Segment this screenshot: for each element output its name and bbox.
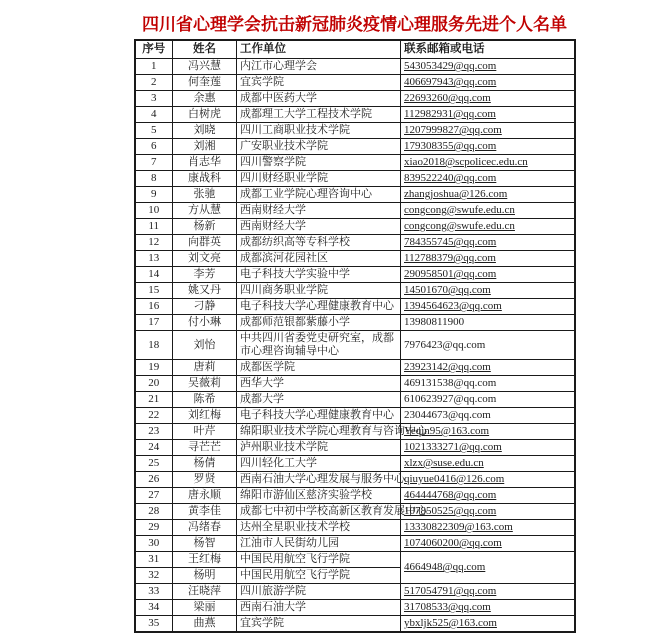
roster-table xyxy=(134,39,576,633)
name-cell: 刘文亮 xyxy=(173,251,237,267)
name-cell: 康战科 xyxy=(173,171,237,187)
contact-cell: 7976423@qq.com xyxy=(401,331,575,360)
row-number-cell: 10 xyxy=(135,203,173,219)
contact-link-cell[interactable]: 1207999827@qq.com xyxy=(401,123,575,139)
row-number-cell: 20 xyxy=(135,376,173,392)
table-row xyxy=(135,376,575,392)
unit-cell: 成都七中初中学校高新区教育发展中心 xyxy=(237,504,401,520)
contact-link-cell[interactable]: 517054791@qq.com xyxy=(401,584,575,600)
unit-cell: 电子科技大学心理健康教育中心 xyxy=(237,299,401,315)
table-row xyxy=(135,235,575,251)
name-cell: 白树虎 xyxy=(173,107,237,123)
name-cell: 付小琳 xyxy=(173,315,237,331)
name-cell: 冯绪春 xyxy=(173,520,237,536)
unit-cell: 江油市人民街幼儿园 xyxy=(237,536,401,552)
row-number-cell: 1 xyxy=(135,59,173,75)
row-number-cell: 9 xyxy=(135,187,173,203)
row-number-cell: 7 xyxy=(135,155,173,171)
row-number-cell: 32 xyxy=(135,568,173,584)
name-cell: 曲燕 xyxy=(173,616,237,633)
row-number-cell: 19 xyxy=(135,360,173,376)
contact-link-cell[interactable]: 4664948@qq.com xyxy=(401,552,575,584)
name-cell: 向群英 xyxy=(173,235,237,251)
document-page xyxy=(133,13,576,633)
contact-link-cell[interactable]: 839522240@qq.com xyxy=(401,171,575,187)
name-cell: 杨明 xyxy=(173,568,237,584)
header-contact: 联系邮箱或电话 xyxy=(401,40,575,59)
unit-cell: 绵阳职业技术学院心理教育与咨询中心 xyxy=(237,424,401,440)
contact-link-cell[interactable]: 179308355@qq.com xyxy=(401,139,575,155)
table-row xyxy=(135,331,575,360)
unit-cell: 电子科技大学心理健康教育中心 xyxy=(237,408,401,424)
contact-link-cell[interactable]: 14501670@qq.com xyxy=(401,283,575,299)
row-number-cell: 4 xyxy=(135,107,173,123)
unit-cell: 西南财经大学 xyxy=(237,219,401,235)
header-name: 姓名 xyxy=(173,40,237,59)
page-title: 四川省心理学会抗击新冠肺炎疫情心理服务先进个人名单 xyxy=(142,15,567,34)
table-row xyxy=(135,75,575,91)
contact-link-cell[interactable]: xlzx@suse.edu.cn xyxy=(401,456,575,472)
contact-cell: 469131538@qq.com xyxy=(401,376,575,392)
unit-cell: 四川旅游学院 xyxy=(237,584,401,600)
name-cell: 李芳 xyxy=(173,267,237,283)
contact-cell: 610623927@qq.com xyxy=(401,392,575,408)
unit-cell: 西华大学 xyxy=(237,376,401,392)
table-header xyxy=(135,40,575,59)
contact-link-cell[interactable]: 1394564623@qq.com xyxy=(401,299,575,315)
unit-cell: 成都工业学院心理咨询中心 xyxy=(237,187,401,203)
contact-link-cell[interactable]: 406697943@qq.com xyxy=(401,75,575,91)
row-number-cell: 34 xyxy=(135,600,173,616)
unit-cell: 四川工商职业技术学院 xyxy=(237,123,401,139)
name-cell: 陈希 xyxy=(173,392,237,408)
contact-link-cell[interactable]: zhangjoshua@126.com xyxy=(401,187,575,203)
contact-link-cell[interactable]: Yeqin95@163.com xyxy=(401,424,575,440)
name-cell: 刘湘 xyxy=(173,139,237,155)
row-number-cell: 14 xyxy=(135,267,173,283)
contact-link-cell[interactable]: qiuyue0416@126.com xyxy=(401,472,575,488)
contact-link-cell[interactable]: 112788379@qq.com xyxy=(401,251,575,267)
name-cell: 汪晓萍 xyxy=(173,584,237,600)
row-number-cell: 30 xyxy=(135,536,173,552)
unit-cell: 成都理工大学工程技术学院 xyxy=(237,107,401,123)
name-cell: 刘晓 xyxy=(173,123,237,139)
table-row xyxy=(135,91,575,107)
name-cell: 刘怡 xyxy=(173,331,237,360)
row-number-cell: 8 xyxy=(135,171,173,187)
contact-link-cell[interactable]: 22693260@qq.com xyxy=(401,91,575,107)
unit-cell: 西南石油大学心理发展与服务中心 xyxy=(237,472,401,488)
unit-cell: 绵阳市游仙区慈济实验学校 xyxy=(237,488,401,504)
unit-cell: 中国民用航空飞行学院 xyxy=(237,552,401,568)
name-cell: 余惠 xyxy=(173,91,237,107)
contact-link-cell[interactable]: 543053429@qq.com xyxy=(401,59,575,75)
table-row xyxy=(135,155,575,171)
header-row xyxy=(135,40,575,59)
unit-cell: 电子科技大学实验中学 xyxy=(237,267,401,283)
table-row xyxy=(135,59,575,75)
table-row xyxy=(135,139,575,155)
row-number-cell: 26 xyxy=(135,472,173,488)
name-cell: 肖志华 xyxy=(173,155,237,171)
unit-cell: 成都纺织高等专科学校 xyxy=(237,235,401,251)
unit-cell: 成都滨河花园社区 xyxy=(237,251,401,267)
unit-cell: 成都医学院 xyxy=(237,360,401,376)
row-number-cell: 31 xyxy=(135,552,173,568)
name-cell: 罗贤 xyxy=(173,472,237,488)
table-row xyxy=(135,424,575,440)
row-number-cell: 25 xyxy=(135,456,173,472)
row-number-cell: 2 xyxy=(135,75,173,91)
row-number-cell: 22 xyxy=(135,408,173,424)
row-number-cell: 15 xyxy=(135,283,173,299)
name-cell: 杨智 xyxy=(173,536,237,552)
contact-link-cell[interactable]: 107850525@qq.com xyxy=(401,504,575,520)
name-cell: 刘红梅 xyxy=(173,408,237,424)
name-cell: 杨倩 xyxy=(173,456,237,472)
unit-cell: 泸州职业技术学院 xyxy=(237,440,401,456)
row-number-cell: 6 xyxy=(135,139,173,155)
contact-cell: 23044673@qq.com xyxy=(401,408,575,424)
unit-cell: 成都师范银都紫藤小学 xyxy=(237,315,401,331)
table-row xyxy=(135,187,575,203)
name-cell: 梁丽 xyxy=(173,600,237,616)
row-number-cell: 17 xyxy=(135,315,173,331)
table-row xyxy=(135,488,575,504)
unit-cell: 西南石油大学 xyxy=(237,600,401,616)
header-no: 序号 xyxy=(135,40,173,59)
unit-cell: 宜宾学院 xyxy=(237,616,401,633)
contact-link-cell[interactable]: 31708533@qq.com xyxy=(401,600,575,616)
table-row xyxy=(135,267,575,283)
table-row xyxy=(135,552,575,568)
row-number-cell: 11 xyxy=(135,219,173,235)
name-cell: 吴薇莉 xyxy=(173,376,237,392)
contact-link-cell[interactable]: ybxljk525@163.com xyxy=(401,616,575,633)
name-cell: 叶芹 xyxy=(173,424,237,440)
unit-cell: 中共四川省委党史研究室，成都市心理咨询辅导中心 xyxy=(237,331,401,360)
table-row xyxy=(135,107,575,123)
contact-link-cell[interactable]: congcong@swufe.edu.cn xyxy=(401,203,575,219)
unit-cell: 广安职业技术学院 xyxy=(237,139,401,155)
row-number-cell: 35 xyxy=(135,616,173,633)
table-body xyxy=(135,59,575,633)
unit-cell: 宜宾学院 xyxy=(237,75,401,91)
table-row xyxy=(135,616,575,633)
table-row xyxy=(135,203,575,219)
unit-cell: 中国民用航空飞行学院 xyxy=(237,568,401,584)
unit-cell: 成都大学 xyxy=(237,392,401,408)
row-number-cell: 5 xyxy=(135,123,173,139)
table-row xyxy=(135,408,575,424)
row-number-cell: 29 xyxy=(135,520,173,536)
table-row xyxy=(135,600,575,616)
table-row xyxy=(135,536,575,552)
contact-link-cell[interactable]: xiao2018@scpolicec.edu.cn xyxy=(401,155,575,171)
table-row xyxy=(135,456,575,472)
row-number-cell: 33 xyxy=(135,584,173,600)
contact-link-cell[interactable]: 1074060200@qq.com xyxy=(401,536,575,552)
table-row xyxy=(135,315,575,331)
name-cell: 寻芒芒 xyxy=(173,440,237,456)
row-number-cell: 23 xyxy=(135,424,173,440)
table-row xyxy=(135,584,575,600)
contact-link-cell[interactable]: 112982931@qq.com xyxy=(401,107,575,123)
contact-cell: 13980811900 xyxy=(401,315,575,331)
unit-cell: 西南财经大学 xyxy=(237,203,401,219)
contact-link-cell[interactable]: 464444768@qq.com xyxy=(401,488,575,504)
unit-cell: 四川财经职业学院 xyxy=(237,171,401,187)
unit-cell: 四川警察学院 xyxy=(237,155,401,171)
name-cell: 张驰 xyxy=(173,187,237,203)
table-row xyxy=(135,504,575,520)
contact-link-cell[interactable]: 784355745@qq.com xyxy=(401,235,575,251)
unit-cell: 成都中医药大学 xyxy=(237,91,401,107)
row-number-cell: 16 xyxy=(135,299,173,315)
row-number-cell: 27 xyxy=(135,488,173,504)
contact-link-cell[interactable]: 13330822309@163.com xyxy=(401,520,575,536)
table-row xyxy=(135,171,575,187)
contact-link-cell[interactable]: 290958501@qq.com xyxy=(401,267,575,283)
contact-link-cell[interactable]: congcong@swufe.edu.cn xyxy=(401,219,575,235)
row-number-cell: 13 xyxy=(135,251,173,267)
row-number-cell: 28 xyxy=(135,504,173,520)
row-number-cell: 12 xyxy=(135,235,173,251)
contact-link-cell[interactable]: 23923142@qq.com xyxy=(401,360,575,376)
row-number-cell: 3 xyxy=(135,91,173,107)
unit-cell: 四川轻化工大学 xyxy=(237,456,401,472)
table-row xyxy=(135,520,575,536)
row-number-cell: 18 xyxy=(135,331,173,360)
header-unit: 工作单位 xyxy=(237,40,401,59)
name-cell: 冯兴慧 xyxy=(173,59,237,75)
name-cell: 刁静 xyxy=(173,299,237,315)
name-cell: 黄李佳 xyxy=(173,504,237,520)
table-row xyxy=(135,360,575,376)
name-cell: 杨新 xyxy=(173,219,237,235)
table-row xyxy=(135,283,575,299)
name-cell: 唐莉 xyxy=(173,360,237,376)
name-cell: 唐永顺 xyxy=(173,488,237,504)
table-row xyxy=(135,251,575,267)
table-row xyxy=(135,472,575,488)
contact-link-cell[interactable]: 1021333271@qq.com xyxy=(401,440,575,456)
table-row xyxy=(135,123,575,139)
name-cell: 方从慧 xyxy=(173,203,237,219)
unit-cell: 四川商务职业学院 xyxy=(237,283,401,299)
unit-cell: 内江市心理学会 xyxy=(237,59,401,75)
table-row xyxy=(135,392,575,408)
table-row xyxy=(135,219,575,235)
table-row xyxy=(135,299,575,315)
name-cell: 王红梅 xyxy=(173,552,237,568)
name-cell: 姚又丹 xyxy=(173,283,237,299)
name-cell: 何奎莲 xyxy=(173,75,237,91)
unit-cell: 达州全星职业技术学校 xyxy=(237,520,401,536)
row-number-cell: 24 xyxy=(135,440,173,456)
table-row xyxy=(135,440,575,456)
row-number-cell: 21 xyxy=(135,392,173,408)
